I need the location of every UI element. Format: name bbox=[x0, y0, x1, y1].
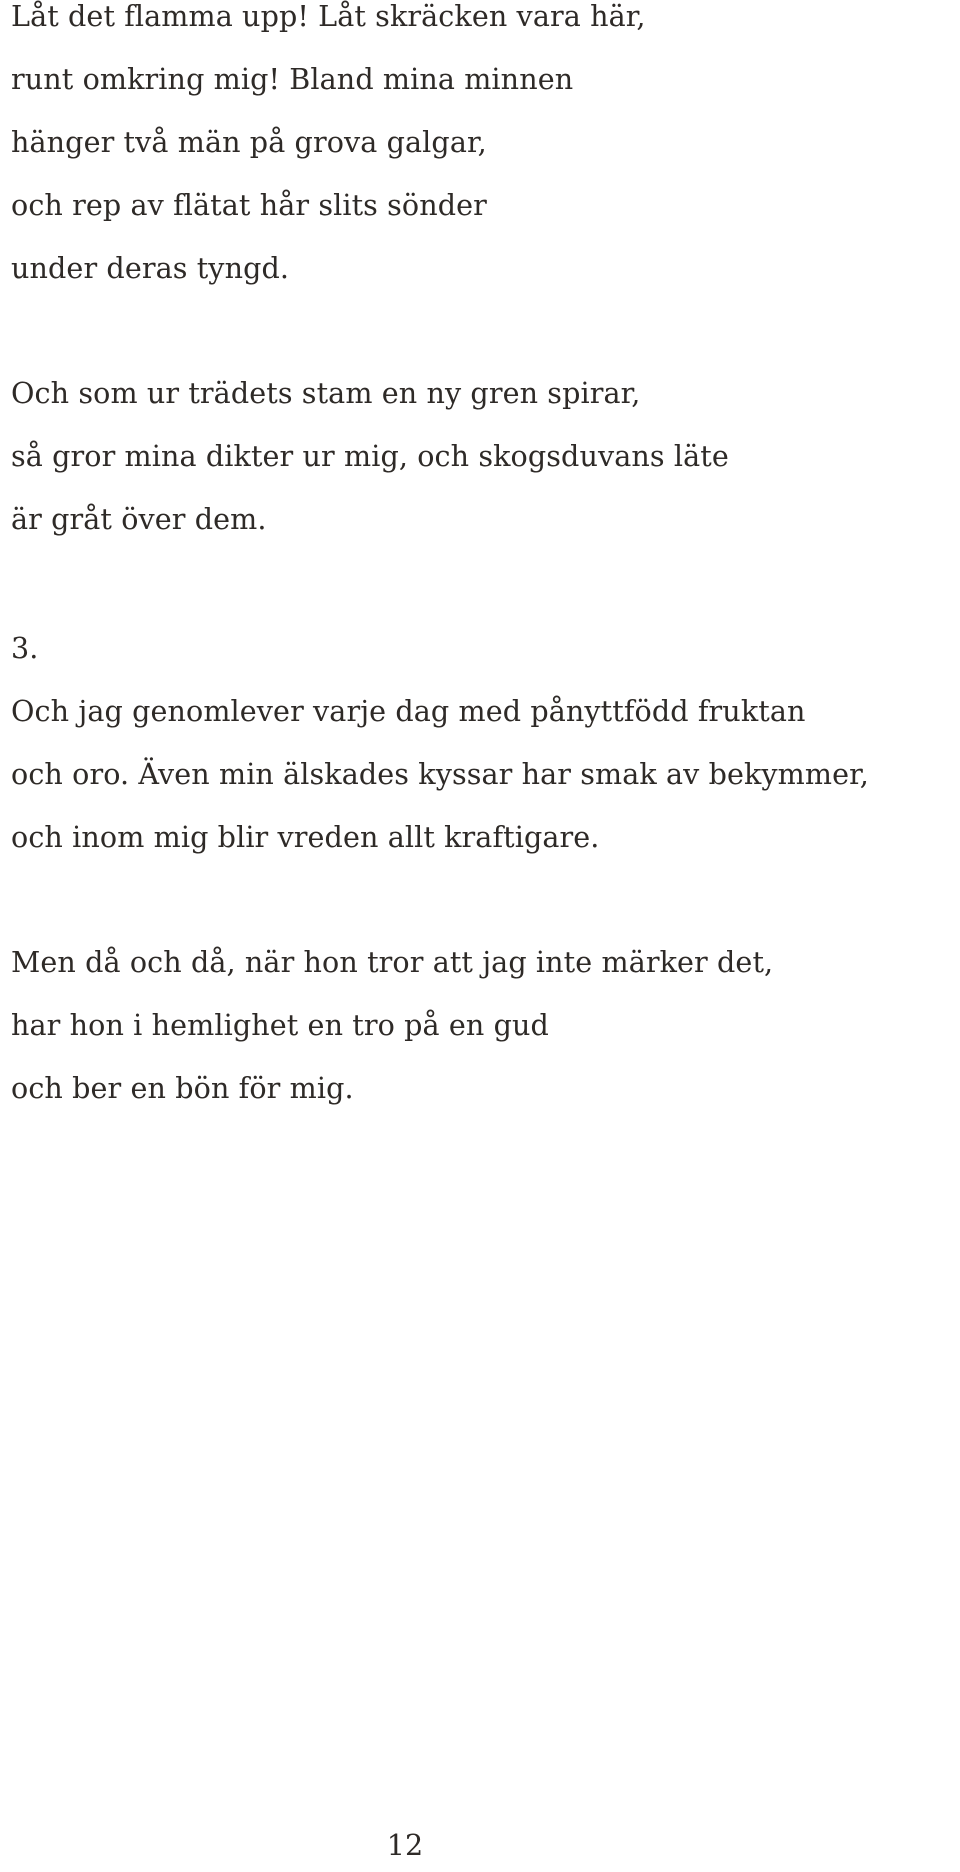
section-number-block bbox=[11, 617, 956, 680]
poem-line: har hon i hemlighet en tro på en gud bbox=[11, 1008, 549, 1042]
poem-line: runt omkring mig! Bland mina minnen bbox=[11, 62, 574, 96]
poem-stanza-4 bbox=[11, 931, 956, 1120]
poem-line: så gror mina dikter ur mig, och skogsduvans läte bbox=[11, 439, 729, 473]
poem-line: och ber en bön för mig. bbox=[11, 1071, 354, 1105]
poem-line: och rep av flätat hår slits sönder bbox=[11, 188, 487, 222]
poem-stanza-3 bbox=[11, 680, 956, 869]
poem-line: under deras tyngd. bbox=[11, 251, 290, 285]
poem-line: Men då och då, när hon tror att jag inte märker det, bbox=[11, 945, 774, 979]
poem-line: Och jag genomlever varje dag med pånyttfödd fruktan bbox=[11, 694, 806, 728]
section-number: 3. bbox=[11, 631, 39, 665]
poem-line: är gråt över dem. bbox=[11, 502, 267, 536]
poem-stanza-1 bbox=[11, 0, 956, 300]
poem-line: och inom mig blir vreden allt kraftigare. bbox=[11, 820, 600, 854]
poem-line: och oro. Även min älskades kyssar har smak av bekymmer, bbox=[11, 757, 869, 791]
poem-stanza-2 bbox=[11, 362, 956, 551]
page-number: 12 bbox=[386, 1828, 424, 1862]
poem-line: Och som ur trädets stam en ny gren spirar, bbox=[11, 376, 641, 410]
poem-line: Låt det flamma upp! Låt skräcken vara här, bbox=[11, 0, 646, 33]
poem-line: hänger två män på grova galgar, bbox=[11, 125, 487, 159]
